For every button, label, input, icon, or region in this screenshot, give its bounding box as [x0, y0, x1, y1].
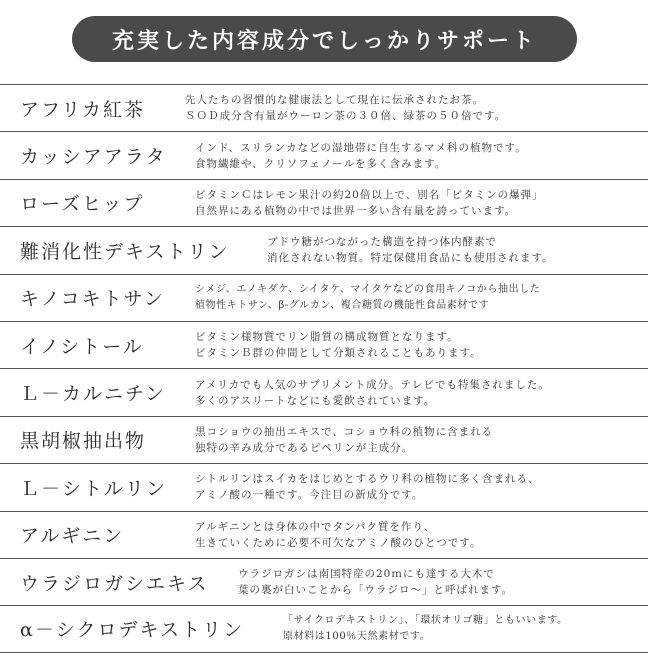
description-line: アルギニンとは身体の中でタンパク質を作り、 — [195, 520, 436, 533]
description-line: 先人たちの習慣的な健康法として現在に伝承されたお茶。 — [185, 94, 484, 107]
description-line: 自然界にある植物の中では世界一多い含有量を誇っています。 — [195, 204, 517, 217]
ingredient-row — [0, 416, 648, 463]
ingredient-row — [0, 131, 648, 178]
ingredient-name: ローズヒップ — [20, 193, 145, 216]
ingredient-row — [0, 463, 648, 510]
ingredient-name: ウラジロガシエキス — [20, 572, 209, 595]
description-line: ビタミンＢ群の仲間として分類されることもあります。 — [195, 347, 482, 360]
ingredient-description — [195, 471, 539, 503]
ingredient-description — [283, 613, 568, 645]
ingredient-description — [195, 282, 540, 314]
description-line: 原材料は100％天然素材です。 — [283, 630, 431, 642]
ingredient-name: キノコキトサン — [20, 288, 165, 311]
ingredient-description — [195, 140, 527, 172]
ingredient-name: α－シクロデキストリン — [20, 619, 245, 642]
ingredient-description — [195, 329, 482, 361]
ingredient-row — [0, 511, 648, 558]
description-line: 植物性キトサン、β-グルカン、複合糖質の機能性食品素材です — [195, 299, 490, 311]
ingredient-name: アルギニン — [20, 525, 125, 548]
ingredient-name: Ｌ－カルニチン — [20, 383, 167, 406]
ingredient-description — [195, 424, 493, 456]
description-line: 葉の裏が白いことから「ウラジロ～」と呼ばれます。 — [238, 584, 514, 597]
description-line: 黒コショウの抽出エキスで、コショウ科の植物に含まれる — [195, 425, 494, 438]
description-line: アメリカでも人気のサプリメント成分。テレビでも特集されました。 — [195, 378, 550, 391]
ingredient-row — [0, 321, 648, 368]
description-line: インド、スリランカなどの湿地帯に自生するマメ科の植物です。 — [195, 141, 527, 154]
description-line: ＳＯＤ成分含有量がウーロン茶の３０倍、緑茶の５０倍です。 — [185, 110, 507, 123]
description-line: 生きていくために必要不可欠なアミノ酸のひとつです。 — [195, 536, 482, 549]
ingredient-name: 難消化性デキストリン — [20, 240, 230, 263]
header-banner — [72, 16, 577, 62]
description-line: ブドウ糖がつながった構造を持つ体内酵素で — [267, 236, 497, 249]
ingredient-description — [238, 566, 513, 598]
ingredient-row — [0, 179, 648, 226]
ingredient-name: アフリカ紅茶 — [20, 98, 146, 121]
ingredient-description — [195, 187, 544, 219]
description-line: 独特の辛み成分であるピペリンが主成分。 — [195, 441, 414, 454]
ingredient-name: 黒胡椒抽出物 — [20, 430, 147, 453]
ingredient-description — [185, 92, 506, 124]
description-line: ビタミンＣはレモン果汁の約20倍以上で、別名「ビタミンの爆弾」 — [195, 188, 544, 201]
description-line: アミノ酸の一種です。今注目の新成分です。 — [195, 489, 424, 502]
description-line: シトルリンはスイカをはじめとするウリ科の植物に多く含まれる、 — [195, 473, 540, 486]
ingredient-row — [0, 605, 648, 652]
ingredient-row — [0, 368, 648, 415]
description-line: ビタミン様物質でリン脂質の構成物質となります。 — [195, 331, 459, 344]
ingredient-name: カッシアアラタ — [20, 146, 167, 169]
banner-title: 充実した内容成分でしっかりサポート — [111, 28, 537, 54]
description-line: 「サイクロデキストリン」、「環状オリゴ糖」ともいいます。 — [283, 614, 568, 626]
ingredient-description — [267, 234, 554, 266]
description-line: 食物繊維や、クリソフェノールを多く含みます。 — [195, 157, 447, 170]
ingredient-name: イノシトール — [20, 335, 144, 358]
ingredient-description — [195, 519, 481, 551]
description-line: 多くのアスリートなどにも愛飲されています。 — [195, 394, 436, 407]
ingredient-name: Ｌ－シトルリン — [20, 477, 168, 500]
ingredient-row — [0, 558, 648, 605]
ingredient-list — [0, 84, 648, 653]
description-line: シメジ、エノキダケ、シイタケ、マイタケなどの食用キノコから抽出した — [195, 283, 541, 295]
ingredient-description — [195, 377, 550, 409]
description-line: ウラジロガシは南国特産の20ｍにも達する大木で — [238, 568, 495, 581]
description-line: 消化されない物質。特定保健用食品にも使用されます。 — [267, 252, 554, 265]
ingredient-row — [0, 274, 648, 321]
ingredient-row — [0, 226, 648, 273]
ingredient-row — [0, 84, 648, 131]
